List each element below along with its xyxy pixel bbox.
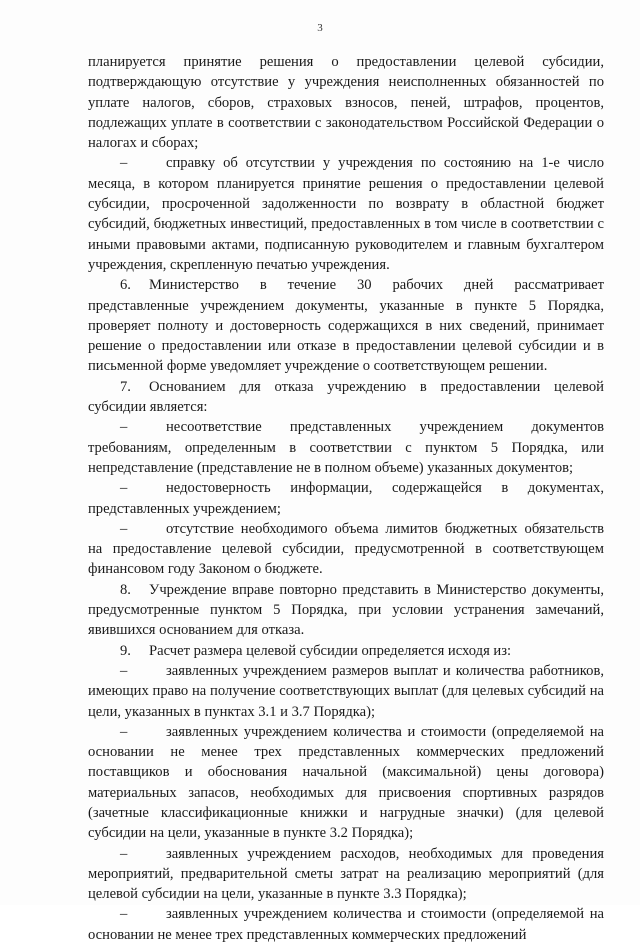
paragraph [88,722,604,844]
list-dash: – [120,480,128,497]
paragraph-text: заявленных учреждением расходов, необходимых для проведения мероприятий, предварительной сметы затрат на реализацию мероприятий (для целевой субсидии на цели, указанные в пункте 3.3 Порядка); [88,845,604,903]
paragraph [88,904,604,945]
list-dash: – [120,155,128,172]
paragraph-number: 6. [120,277,131,294]
paragraph-text: Министерство в течение 30 рабочих дней рассматривает представленные учреждением документы, указанные в пункте 5 Порядка, проверяет полноту и достоверность содержащихся в них сведений, принимает решение о предоставлении или отказе в предоставлении целевой субсидии и в письменной форме уведомляет учреждение о соответствующем решении. [88,277,604,375]
list-dash: – [120,662,128,679]
paragraph [88,661,604,722]
paragraph [88,519,604,580]
document-body [88,52,604,945]
paragraph-text: справку об отсутствии у учреждения по состоянию на 1-е число месяца, в котором планируется принятие решения о предоставлении целевой субсидии, просроченной задолженности по возврату в областной бюджет субсидий, бюджетных инвестиций, предоставленных в том числе в соответствии с иными правовыми актами, подписанную руководителем и главным бухгалтером учреждения, скрепленную печатью учреждения. [88,155,604,273]
list-dash: – [120,520,128,537]
paragraph [88,417,604,478]
paragraph-number: 7. [120,378,131,395]
paragraph-text: заявленных учреждением размеров выплат и количества работников, имеющих право на получение соответствующих выплат (для целевых субсидий на цели, указанных в пунктах 3.1 и 3.7 Порядка); [88,662,604,720]
paragraph-text: планируется принятие решения о предоставлении целевой субсидии, подтверждающую отсутствие у учреждения неисполненных обязанностей по уплате налогов, сборов, страховых взносов, пеней, штрафов, процентов, подлежащих уплате в соответствии с законодательством Российской Федерации о налогах и сборах; [88,54,604,152]
paragraph-text: Основанием для отказа учреждению в предоставлении целевой субсидии является: [88,378,604,416]
paragraph-text: заявленных учреждением количества и стоимости (определяемой на основании не менее трех представленных коммерческих предложений [88,906,604,943]
list-dash: – [120,906,128,923]
list-dash: – [120,723,128,740]
paragraph [88,377,604,418]
paragraph-number: 8. [120,581,131,598]
paragraph-text: недостоверность информации, содержащейся в документах, представленных учреждением; [88,480,604,517]
paragraph-text: Учреждение вправе повторно представить в Министерство документы, предусмотренные пунктом 5 Порядка, при условии устранения замечаний, явившихся основанием для отказа. [88,581,604,639]
paragraph-text: Расчет размера целевой субсидии определяется исходя из: [149,642,512,659]
page-number: 3 [317,22,323,34]
list-dash: – [120,419,128,436]
paragraph [88,153,604,275]
paragraph-text: заявленных учреждением количества и стоимости (определяемой на основании не менее трех представленных коммерческих предложений поставщиков и обоснования начальной (максимальной) цены договора) материальных запасов, необходимых для присвоения спортивных разрядов (зачетные классификационные книжки и нагрудные значки) (для целевой субсидии на цели, указанные в пункте 3.2 Порядка); [88,723,604,842]
paragraph-number: 9. [120,642,131,659]
paragraph [88,275,604,376]
paragraph [88,580,604,641]
paragraph-text: отсутствие необходимого объема лимитов бюджетных обязательств на предоставление целевой субсидии, предусмотренной в соответствующем финансовом году Законом о бюджете. [88,520,604,578]
paragraph [88,844,604,905]
list-dash: – [120,845,128,862]
paragraph [88,641,604,661]
paragraph-text: несоответствие представленных учреждением документов требованиям, определенным в соответствии с пунктом 5 Порядка, или непредставление (представление не в полном объеме) указанных документов; [88,419,604,476]
paragraph [88,478,604,519]
paragraph [88,52,604,153]
